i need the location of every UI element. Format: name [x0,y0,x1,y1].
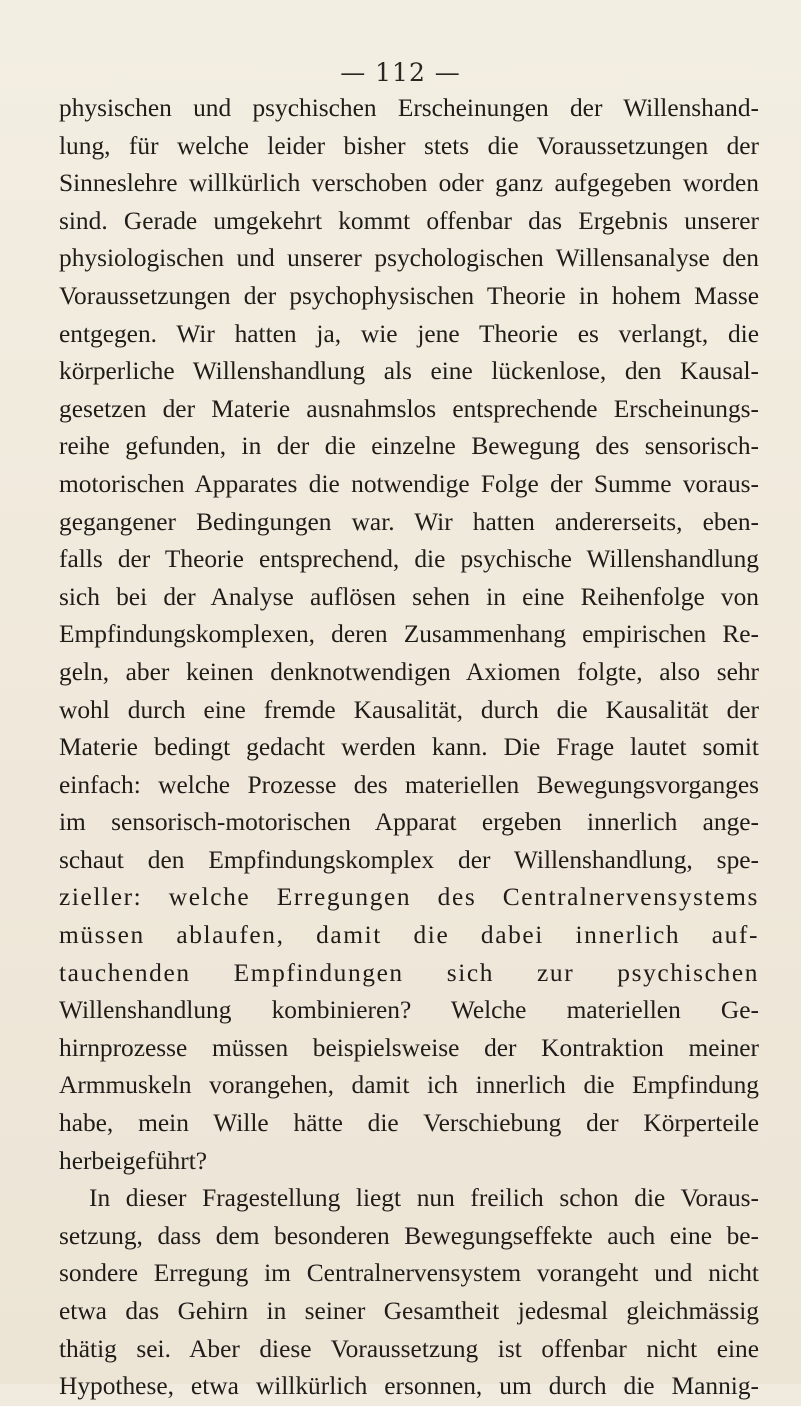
text-line: wohl durch eine fremde Kausalität, durch die Kausalität der [59,695,759,724]
text-line: Sinneslehre willkürlich verschoben oder ganz aufgegeben worden [59,169,759,198]
text-line: körperliche Willenshandlung als eine lückenlose, den Kausal- [59,357,759,386]
text-line: physiologischen und unserer psychologischen Willensanalyse den [59,244,759,273]
text-line: In dieser Fragestellung liegt nun freilich schon die Voraus- [89,1184,759,1213]
text-line: physischen und psychischen Erscheinungen der Willenshand- [59,94,759,122]
text-line: lung, für welche leider bisher stets die Voraussetzungen der [59,131,759,160]
text-line: herbeigeführt? [59,1146,208,1175]
text-line: gesetzen der Materie ausnahmslos entsprechende Erscheinungs- [59,394,759,423]
text-line: sind. Gerade umgekehrt kommt offenbar das Ergebnis unserer [59,206,759,235]
text-line: tauchenden Empfindungen sich zur psychischen [59,958,759,987]
text-line: motorischen Apparates die notwendige Folge der Summe voraus- [59,469,759,498]
text-line: müssen ablaufen, damit die dabei innerlich auf- [59,921,759,950]
text-line: im sensorisch-motorischen Apparat ergeben innerlich ange- [59,808,759,837]
text-line: schaut den Empfindungskomplex der Willenshandlung, spe- [59,845,759,874]
body-text [59,90,759,1406]
text-line: setzung, dass dem besonderen Bewegungseffekte auch eine be- [59,1221,759,1250]
text-line: habe, mein Wille hätte die Verschiebung der Körperteile [59,1109,759,1138]
page-number: — 112 — [340,58,461,87]
text-line: Willenshandlung kombinieren? Welche materiellen Ge- [59,996,759,1025]
text-line: zieller: welche Erregungen des Centralnervensystems [59,883,759,912]
text-line: Hypothese, etwa willkürlich ersonnen, um durch die Mannig- [59,1372,759,1401]
text-line: reihe gefunden, in der die einzelne Bewegung des sensorisch- [59,432,759,461]
text-line: entgegen. Wir hatten ja, wie jene Theorie es verlangt, die [59,319,759,348]
text-line: Materie bedingt gedacht werden kann. Die Frage lautet somit [59,733,759,762]
text-line: Armmuskeln vorangehen, damit ich innerlich die Empfindung [59,1071,759,1100]
text-line: falls der Theorie entsprechend, die psychische Willenshandlung [59,545,759,574]
text-line: etwa das Gehirn in seiner Gesamtheit jedesmal gleichmässig [59,1297,759,1325]
text-line: Voraussetzungen der psychophysischen Theorie in hohem Masse [59,281,759,310]
text-line: sondere Erregung im Centralnervensystem vorangeht und nicht [59,1259,759,1288]
text-line: Empfindungskomplexen, deren Zusammenhang empirischen Re- [59,620,759,649]
text-line: gegangener Bedingungen war. Wir hatten andererseits, eben- [59,507,759,536]
text-line: sich bei der Analyse auflösen sehen in eine Reihenfolge von [59,582,759,611]
text-line: einfach: welche Prozesse des materiellen Bewegungsvorganges [59,770,759,799]
text-line: thätig sei. Aber diese Voraussetzung ist offenbar nicht eine [59,1334,759,1363]
text-line: geln, aber keinen denknotwendigen Axiomen folgte, also sehr [59,657,759,686]
text-line: hirnprozesse müssen beispielsweise der Kontraktion meiner [59,1033,759,1062]
